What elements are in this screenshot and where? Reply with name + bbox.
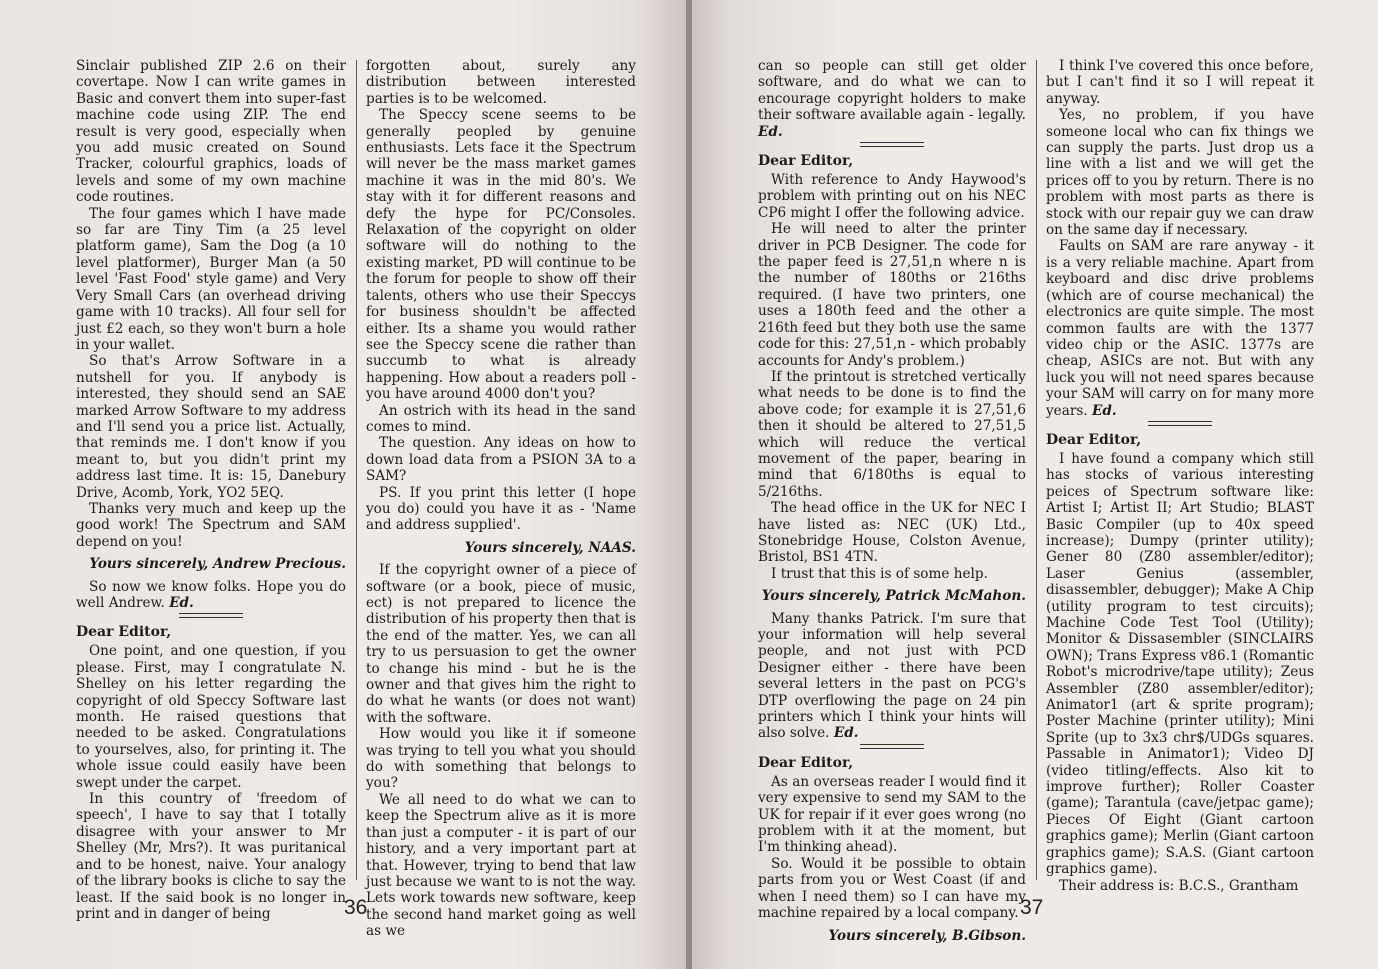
paragraph: We all need to do what we can to keep the Spectrum alive as it is more than just a computer - it is part of our history, and a very important part at that. However, trying to bend that law just because we want to is not the way. Lets work towards new software, keep the second hand market going as well as we [366, 791, 636, 940]
page-number: 36 [344, 896, 368, 919]
paragraph: How would you like it if someone was trying to tell you what you should do with something that belongs to you? [366, 726, 636, 792]
paragraph: In this country of 'freedom of speech', I have to say that I totally disagree with your answer to Mr Shelley (Mr, Mrs?). It was puritanical and to be honest, naive. Your analogy of the library books is cliche to say the least. If the said book is no longer in print and in danger of being [76, 791, 346, 922]
section-divider [860, 142, 924, 147]
signature: Yours sincerely, Patrick McMahon. [761, 588, 1026, 605]
paragraph: Their address is: B.C.S., Grantham [1059, 877, 1299, 894]
column-3 [758, 58, 1026, 944]
page-right [689, 0, 1378, 969]
page-number: 37 [1020, 896, 1044, 919]
letter-heading: Dear Editor, [76, 624, 172, 641]
column-1 [76, 58, 346, 922]
paragraph: As an overseas reader I would find it very expensive to send my SAM to the UK for repair if it ever goes wrong (no problem with it at the moment, but I'm thinking ahead). [758, 773, 1026, 856]
paragraph [758, 58, 1026, 140]
paragraph: The Speccy scene seems to be generally peopled by genuine enthusiasts. Lets face it the Spectrum will never be the mass market games machine it was in the mid 80's. We stay with it for different reasons and defy the hype for PC/Consoles. Relaxation of the copyright on older software will do nothing to the existing market, PD will continue to be the forum for people to show off their talents, others who use their Speccys for business shouldn't be affected either. Its a shame you would rather see the Speccy scene die rather than succumb to what is already happening. How about a readers poll - you have around 4000 don't you? [366, 107, 636, 403]
reply-text: So now we know folks. Hope you do well Andrew. [76, 578, 346, 611]
column-2 [366, 58, 636, 940]
paragraph: So. Would it be possible to obtain parts from you or West Coast (if and when I need them) so I can have my machine repaired by a local company. [758, 855, 1026, 922]
paragraph: The four games which I have made so far are Tiny Tim (a 25 level platform game), Sam the Dog (a 10 level platformer), Burger Man (a 50 level 'Fast Food' style game) and Very Very Small Cars (an overhead driving game with 10 tracks). All four sell for just £2 each, so they won't burn a hole in your wallet. [76, 205, 346, 353]
paragraph: He will need to alter the printer driver in PCB Designer. The code for the paper feed is 27,51,n where n is the number of 180ths or 216ths required. (I have two printers, one uses a 180th feed and the other a 216th feed but they both use the same code for this: 27,51,n - which probably accounts for Andy's problem.) [758, 221, 1026, 369]
letter-heading: Dear Editor, [758, 153, 854, 170]
letter-heading: Dear Editor, [1046, 431, 1142, 448]
book-spine [686, 0, 692, 969]
section-divider [860, 744, 924, 749]
letter-heading: Dear Editor, [758, 754, 854, 771]
paragraph: I have found a company which still has stocks of various interesting peices of Spectrum software like: Artist I; Artist II; Art Studio; BLAST Basic Compiler (up to 40x speed increase); Dumpy (printer utility); Gener 80 (Z80 assembler/editor); Laser Genius (assembler, disassembler, debugger); Make A Chip (utility program to test circuits); Machine Code Test Tool (Utility); Monitor & Dissasembler (SINCLAIRS OWN); Trans Express v86.1 (Romantic Robot's microdrive/tape utility); Zeus Assembler (Z80 assembler/editor); Animator1 (art & sprite program); Poster Machine (printer utility); Mini Sprite (up to 3x3 chr$/UDGs squares. Passable in Animator1); Video DJ (video titling/effects. Also kit to improve further); Roller Coaster (game); Tarantula (cave/jetpac game); Pieces Of Eight (Giant cartoon graphics game); Merlin (Giant cartoon graphics game); S.A.S. (Giant cartoon graphics game). [1046, 450, 1314, 878]
reply-text: Many thanks Patrick. I'm sure that your information will help several people, and not just with PCD Designer either - there have been several letters in the past on PCG's DTP overflowing the page on 24 pin printers which I think your hints will also solve. [758, 610, 1026, 742]
paragraph: Yes, no problem, if you have someone local who can fix things we can supply the parts. Just drop us a line with a list and we will get the prices off to you by return. There is no problem with most parts as there is stock with our repair guy we can draw on the same day if necessary. [1046, 107, 1314, 239]
section-divider [1148, 421, 1212, 426]
paragraph-text: can so people can still get older software, and do what we can to encourage copyright holders to make their software available again - legally. [758, 58, 1026, 124]
paragraph: The question. Any ideas on how to down load data from a PSION 3A to a SAM? [366, 435, 636, 485]
column-4 [1046, 58, 1314, 894]
signature: Yours sincerely, B.Gibson. [828, 927, 1026, 944]
paragraph: Thanks very much and keep up the good work! The Spectrum and SAM depend on you! [76, 500, 346, 550]
editor-mark: Ed. [169, 595, 194, 611]
paragraph: One point, and one question, if you please. First, may I congratulate N. Shelley on his letter regarding the copyright of old Speccy Software last month. He raised questions that needed to be asked. Congratulations to yourselves, also, for printing it. The whole issue could easily have been swept under the carpet. [76, 643, 346, 791]
paragraph: Sinclair published ZIP 2.6 on their covertape. Now I can write games in Basic and convert them into super-fast machine code using ZIP. The end result is very good, especially when you add music created on Sound Tracker, colourful graphics, loads of levels and some of my own machine code routines. [76, 58, 346, 206]
paragraph: I think I've covered this once before, but I can't find it so I will repeat it anyway. [1046, 58, 1314, 107]
editor-mark: Ed. [758, 123, 783, 140]
editor-reply [76, 579, 346, 612]
paragraph: An ostrich with its head in the sand comes to mind. [366, 402, 636, 435]
paragraph: If the printout is stretched vertically what needs to be done is to find the above code; for example it is 27,51,6 then it should be altered to 27,51,5 which will reduce the vertical movement of the paper, bearing in mind that 6/180ths is equal to 5/216ths. [758, 368, 1026, 500]
editor-reply [758, 611, 1026, 742]
paragraph-text: Faults on SAM are rare anyway - it is a very reliable machine. Apart from keyboard and disc drive problems (which are of course mechanical) the electronics are quite simple. The most common faults are with the 1377 video chip or the ASIC. 1377s are cheap, ASICs are not. But with any luck you will not need spares because your SAM will carry on for many more years. [1046, 238, 1314, 419]
paragraph: PS. If you print this letter (I hope you do) could you have it as - 'Name and address supplied'. [366, 484, 636, 534]
paragraph: forgotten about, surely any distribution between interested parties is to be welcomed. [366, 58, 636, 107]
editor-mark: Ed. [1091, 402, 1117, 419]
column-rule [356, 60, 357, 880]
column-rule [1036, 60, 1037, 880]
paragraph: The head office in the UK for NEC I have listed as: NEC (UK) Ltd., Stonebridge House, Colston Avenue, Bristol, BS1 4TN. [758, 500, 1026, 566]
paragraph: If the copyright owner of a piece of software (or a book, piece of music, ect) is not prepared to licence the distribution of his property then that is the end of the matter. Yes, we can all try to us persuasion to get the owner to change his mind - but he is the owner and that gives him the right to do what he wants (or does not want) with the software. [366, 562, 636, 726]
paragraph [1046, 238, 1314, 418]
paragraph: So that's Arrow Software in a nutshell for you. If anybody is interested, they should send an SAE marked Arrow Software to my address and I'll send you a price list. Actually, that reminds me. I don't know if you meant to, but you didn't print my address last time. It is: 15, Danebury Drive, Acomb, York, YO2 5EQ. [76, 353, 346, 501]
paragraph: With reference to Andy Haywood's problem with printing out on his NEC CP6 might I offer the following advice. [758, 172, 1026, 221]
signature: Yours sincerely, Andrew Precious. [89, 556, 346, 573]
section-divider [179, 613, 243, 618]
paragraph: I trust that this is of some help. [771, 565, 988, 582]
editor-mark: Ed. [833, 725, 859, 742]
signature: Yours sincerely, NAAS. [464, 539, 636, 556]
